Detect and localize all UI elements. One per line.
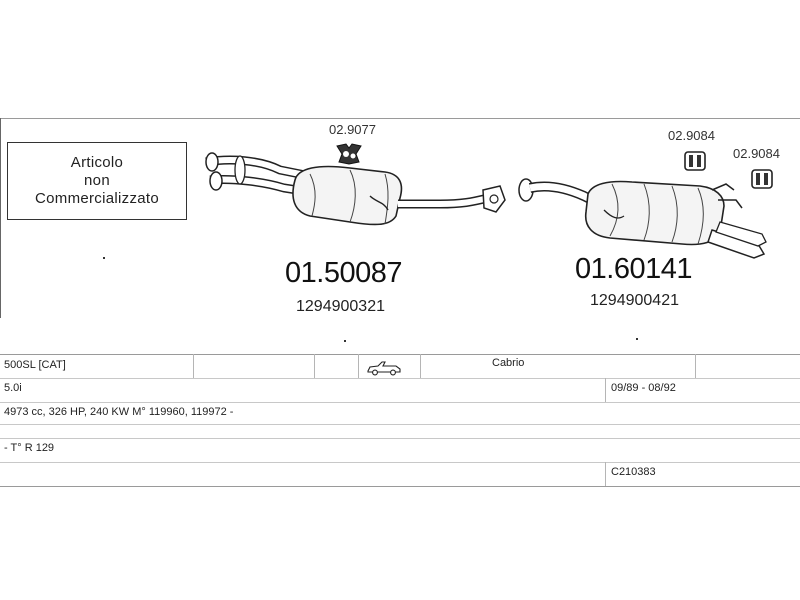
table-row-divider <box>0 462 800 463</box>
vehicle-engine: 5.0i <box>4 382 22 394</box>
vehicle-model: 500SL [CAT] <box>4 359 66 371</box>
oem-number-1: 1294900321 <box>296 298 385 315</box>
vehicle-body-type: Cabrio <box>492 357 525 369</box>
convertible-car-icon <box>366 360 402 376</box>
table-column-divider <box>314 354 315 378</box>
table-row-divider <box>0 438 800 439</box>
part-number-2[interactable]: 01.60141 <box>575 253 692 285</box>
mount-code-2: 02.9084 <box>668 128 715 143</box>
catalog-code: C210383 <box>611 466 656 478</box>
vehicle-specs: 4973 cc, 326 HP, 240 KW M° 119960, 119972 - <box>4 406 234 418</box>
oem-number-2: 1294900421 <box>590 292 679 309</box>
table-bottom-border <box>0 486 800 487</box>
table-column-divider <box>605 378 606 402</box>
table-row-divider <box>0 424 800 425</box>
left-edge-marker <box>0 118 1 318</box>
not-available-line-3: Commercializzato <box>35 190 159 207</box>
not-available-box <box>7 142 187 220</box>
table-column-divider <box>695 354 696 378</box>
not-available-line-2: non <box>84 172 110 189</box>
vehicle-type: - T° R 129 <box>4 442 55 454</box>
table-column-divider <box>193 354 194 378</box>
not-available-line-1: Articolo <box>70 154 124 171</box>
mount-code-3: 02.9084 <box>733 146 780 161</box>
table-column-divider <box>420 354 421 378</box>
table-row-divider <box>0 378 800 379</box>
table-top-border <box>0 354 800 355</box>
part-number-1[interactable]: 01.50087 <box>285 257 402 289</box>
table-column-divider <box>605 462 606 486</box>
marker-dot <box>636 338 638 340</box>
vehicle-years: 09/89 - 08/92 <box>611 382 676 394</box>
table-row-divider <box>0 402 800 403</box>
mount-code-1: 02.9077 <box>329 122 376 137</box>
table-column-divider <box>358 354 359 378</box>
header-divider <box>0 118 800 119</box>
marker-dot <box>103 257 105 259</box>
front-pipe-silencer-drawing[interactable] <box>200 150 520 260</box>
marker-dot <box>344 340 346 342</box>
rubber-mount-block-icon[interactable] <box>683 150 707 172</box>
